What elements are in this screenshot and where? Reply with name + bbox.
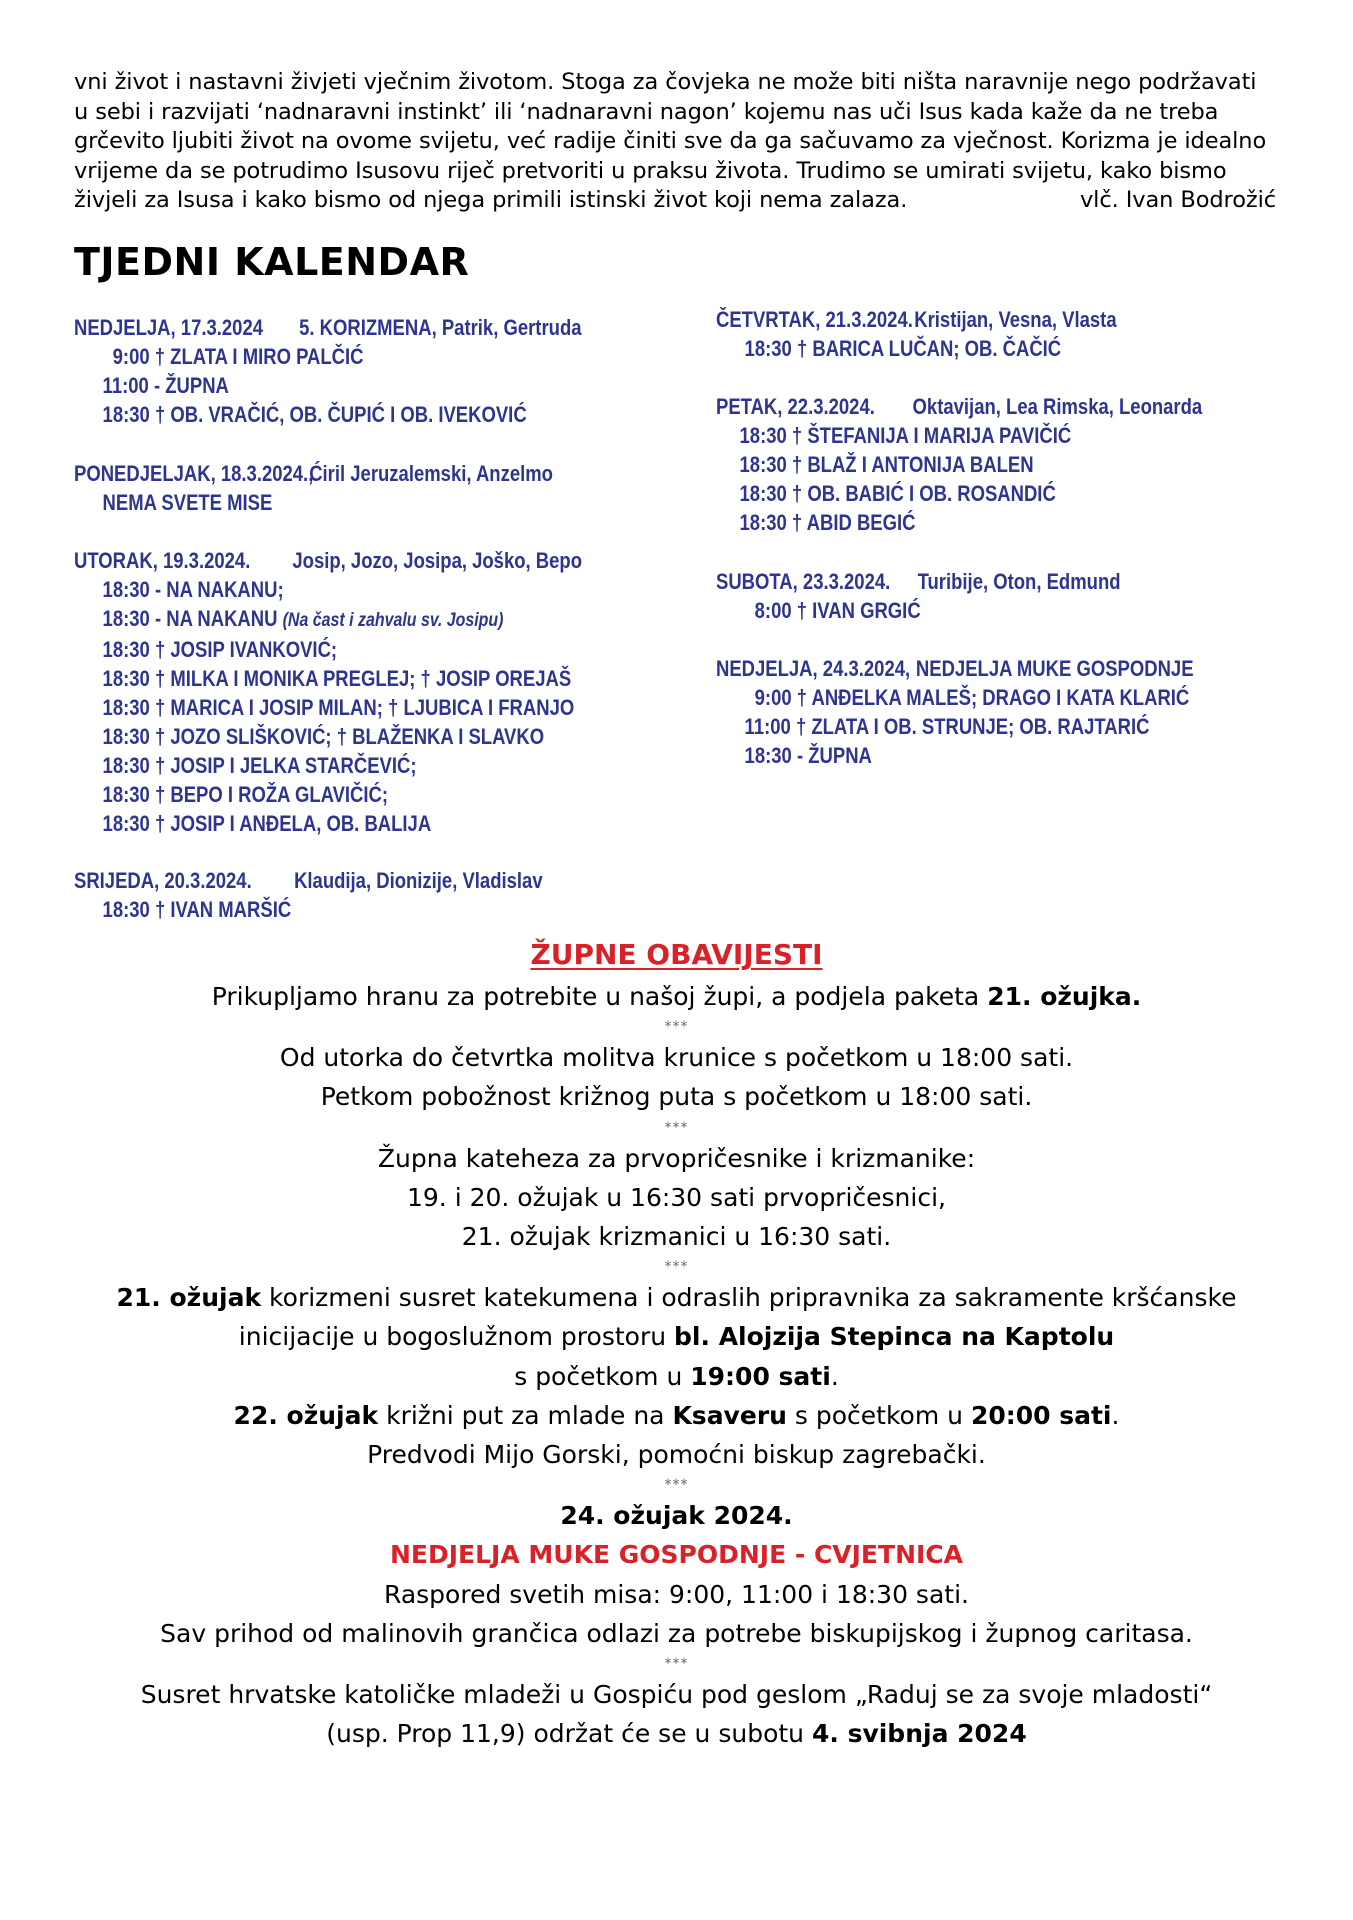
notice-text: Prikupljamo hranu za potrebite u našoj župi, a podjela paketa: [211, 982, 988, 1011]
mass-item: 18:30 † BARICA LUČAN; OB. ČAČIĆ: [744, 336, 1062, 361]
notice-text: križni put za mlade na: [378, 1400, 673, 1430]
separator: ***: [664, 1019, 689, 1036]
day-date: UTORAK, 19.3.2024.: [74, 548, 251, 573]
notice-palm-masses: Raspored svetih misa: 9:00, 11:00 i 18:30 sati.: [384, 1579, 969, 1609]
mass-item: [74, 604, 574, 635]
intro-author: vlč. Ivan Bodrožić: [1079, 187, 1276, 214]
mass-item: 18:30 † JOSIP I ANĐELA, OB. BALIJA: [102, 811, 432, 836]
mass-item: 18:30 † MILKA I MONIKA PREGLEJ; † JOSIP OREJAŠ: [102, 666, 572, 691]
notice-catechumens-l3: [0, 1357, 1353, 1396]
notice-palm-caritas: Sav prihod od malinovih grančica odlazi za potrebe biskupijskog i župnog caritasa.: [160, 1618, 1193, 1648]
day-date: NEDJELJA, 24.3.2024,: [716, 656, 911, 681]
day-saints: Kristijan, Vesna, Vlasta: [914, 307, 1117, 332]
notice-catechumens-l1: [0, 1278, 1353, 1317]
notice-bold: 19:00 sati: [690, 1361, 831, 1391]
day-friday-22: [716, 392, 1203, 537]
day-thursday-21: [716, 305, 1117, 363]
notice-bold: 24. ožujak 2024.: [560, 1501, 793, 1531]
mass-item: 18:30 † OB. BABIĆ I OB. ROSANDIĆ: [739, 481, 1056, 506]
day-date: SUBOTA, 23.3.2024.: [716, 569, 891, 594]
mass-item: 18:30 † JOSIP IVANKOVIĆ;: [102, 637, 338, 662]
mass-item: 11:00 † ZLATA I OB. STRUNJE; OB. RAJTARIĆ: [744, 714, 1150, 739]
day-date: NEDJELJA, 17.3.2024: [74, 315, 264, 340]
notice-catechesis-title: Župna kateheza za prvopričesnike i krizmanike:: [377, 1143, 976, 1173]
notice-text: .: [1111, 1400, 1120, 1430]
notice-youth-cross-l2: Predvodi Mijo Gorski, pomoćni biskup zagrebački.: [367, 1440, 986, 1470]
separator: ***: [664, 1477, 689, 1494]
notice-youth-cross-l1: [0, 1396, 1353, 1435]
mass-item: 8:00 † IVAN GRGIĆ: [754, 598, 921, 623]
notice-bold: 21. ožujak: [116, 1283, 262, 1313]
mass-item: 18:30 † IVAN MARŠIĆ: [102, 897, 292, 922]
day-date: ČETVRTAK, 21.3.2024.: [716, 307, 913, 332]
separator: ***: [664, 1119, 689, 1136]
day-saints: NEDJELJA MUKE GOSPODNJE: [915, 656, 1194, 681]
notice-palm-date: [0, 1496, 1353, 1535]
mass-item: 18:30 † MARICA I JOSIP MILAN; † LJUBICA I FRANJO: [102, 695, 575, 720]
intro-last-line: živjeli za Isusa i kako bismo od njega primili istinski život koji nema zalaza.: [74, 187, 908, 214]
day-saints: Turibije, Oton, Edmund: [917, 569, 1121, 594]
notice-text: s početkom u: [786, 1400, 971, 1430]
day-saturday-23: [716, 567, 1121, 625]
separator: ***: [664, 1656, 689, 1673]
day-date: PONEDJELJAK, 18.3.2024.,: [74, 461, 314, 486]
day-wednesday-20: [74, 866, 543, 924]
parish-notices: [0, 933, 1353, 1753]
day-sunday-17: [74, 313, 582, 429]
notice-rosary: Od utorka do četvrtka molitva krunice s početkom u 18:00 sati.: [279, 1043, 1074, 1073]
intro-line: vni život i nastavni živjeti vječnim životom. Stoga za čovjeka ne može biti ništa naravnije nego podržavati: [74, 69, 1257, 95]
day-saints: Oktavijan, Lea Rimska, Leonarda: [912, 394, 1203, 419]
notice-text: s početkom u: [514, 1361, 691, 1391]
notice-food-collection: [0, 977, 1353, 1016]
day-date: SRIJEDA, 20.3.2024.: [74, 868, 252, 893]
notice-bold: 4. svibnja 2024: [811, 1719, 1027, 1749]
mass-item: 18:30 † BEPO I ROŽA GLAVIČIĆ;: [102, 782, 389, 807]
notice-way-of-cross: Petkom pobožnost križnog puta s početkom u 18:00 sati.: [320, 1082, 1033, 1112]
intro-paragraph: [74, 68, 1282, 216]
intro-line: u sebi i razvijati ‘nadnaravni instinkt’ ili ‘nadnaravni nagon’ kojemu nas uči Isus kada kaže da ne treba: [74, 98, 1219, 125]
mass-item: 9:00 † ZLATA I MIRO PALČIĆ: [112, 344, 364, 369]
intro-line: grčevito ljubiti život na ovome svijetu, već radije činiti sve da ga sačuvamo za vječnost. Korizma je idealno: [74, 128, 1267, 155]
separator: ***: [664, 1259, 689, 1276]
notice-bold: 21. ožujka.: [987, 982, 1142, 1011]
notice-bold: bl. Alojzija Stepinca na Kaptolu: [674, 1322, 1115, 1352]
notice-catechesis-confirm: 21. ožujak krizmanici u 16:30 sati.: [461, 1222, 892, 1252]
mass-item: 18:30 † OB. VRAČIĆ, OB. ČUPIĆ I OB. IVEKOVIĆ: [102, 402, 527, 427]
notice-bold: Ksaveru: [672, 1400, 787, 1430]
notice-youth-meeting-l2: [0, 1714, 1353, 1753]
notice-text: .: [830, 1361, 839, 1391]
intro-line: vrijeme da se potrudimo Isusovu riječ pretvoriti u praksu života. Trudimo se umirati svijetu, kako bismo: [74, 157, 1227, 184]
mass-item: 18:30 † JOSIP I JELKA STARČEVIĆ;: [102, 753, 417, 778]
calendar-title: TJEDNI KALENDAR: [74, 240, 470, 284]
notices-title: ŽUPNE OBAVIJESTI: [530, 938, 823, 971]
day-date: PETAK, 22.3.2024.: [716, 394, 875, 419]
day-saints: Ćiril Jeruzalemski, Anzelmo: [309, 461, 553, 486]
notice-text: (usp. Prop 11,9) održat će se u subotu: [326, 1719, 812, 1749]
mass-item: 18:30 † ABID BEGIĆ: [739, 510, 916, 535]
day-tuesday-19: [74, 546, 582, 838]
mass-item: 18:30 † JOZO SLIŠKOVIĆ; † BLAŽENKA I SLAVKO: [102, 724, 545, 749]
mass-item: 18:30 † BLAŽ I ANTONIJA BALEN: [739, 452, 1034, 477]
mass-item: 18:30 - ŽUPNA: [744, 743, 872, 768]
mass-item: 18:30 † ŠTEFANIJA I MARIJA PAVIČIĆ: [739, 423, 1072, 448]
day-saints: Josip, Jozo, Josipa, Joško, Bepo: [292, 548, 582, 573]
mass-item: 18:30 - NA NAKANU;: [102, 577, 284, 602]
notice-catechesis-first: 19. i 20. ožujak u 16:30 sati prvopričesnici,: [407, 1182, 946, 1212]
notice-text: korizmeni susret katekumena i odraslih pripravnika za sakramente kršćanske: [261, 1283, 1237, 1313]
mass-item: 9:00 † ANĐELKA MALEŠ; DRAGO I KATA KLARIĆ: [754, 685, 1190, 710]
notice-bold: 20:00 sati: [970, 1400, 1112, 1430]
intro-last-row: [74, 186, 1282, 216]
notice-text: inicijacije u bogoslužnom prostoru: [238, 1322, 675, 1352]
day-saints: 5. KORIZMENA, Patrik, Gertruda: [299, 315, 582, 340]
day-saints: Klaudija, Dionizije, Vladislav: [294, 868, 543, 893]
mass-note: (Na čast i zahvalu sv. Josipu): [282, 610, 504, 631]
day-sunday-24: [716, 654, 1194, 770]
notice-youth-meeting-l1: Susret hrvatske katoličke mladeži u Gospiću pod geslom „Raduj se za svoje mladosti“: [140, 1680, 1213, 1710]
mass-text: 18:30 - NA NAKANU: [102, 606, 278, 631]
notice-catechumens-l2: [0, 1317, 1353, 1356]
mass-item: 11:00 - ŽUPNA: [102, 373, 229, 398]
notice-bold: 22. ožujak: [233, 1400, 379, 1430]
day-monday-18: [74, 459, 553, 517]
notice-palm-title: NEDJELJA MUKE GOSPODNJE - CVJETNICA: [390, 1540, 963, 1570]
mass-item: NEMA SVETE MISE: [102, 490, 273, 515]
